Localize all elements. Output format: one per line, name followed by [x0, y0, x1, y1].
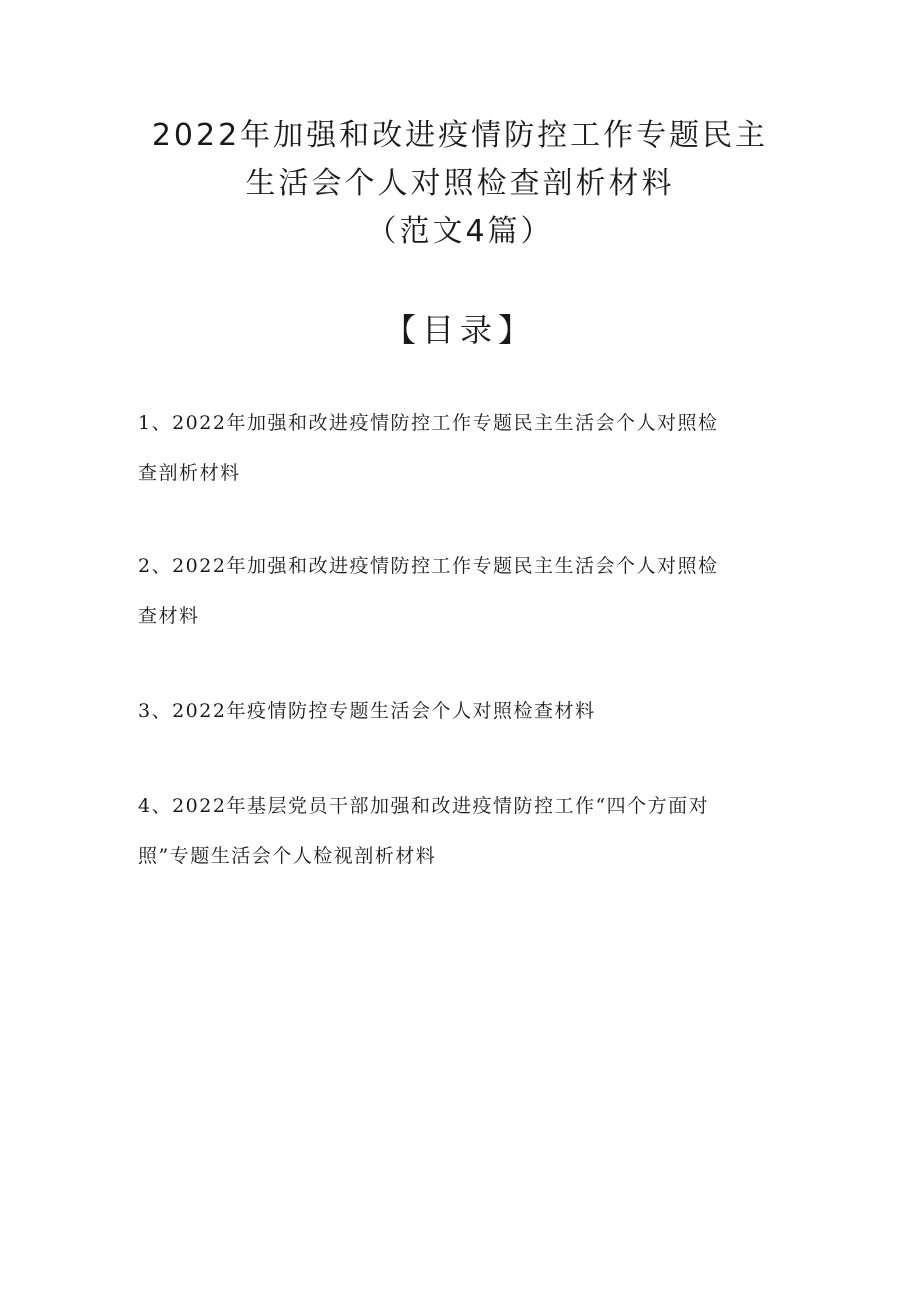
toc-item-line: 4、2022年基层党员干部加强和改进疫情防控工作“四个方面对: [138, 795, 710, 817]
toc-heading: 【目录】: [383, 311, 536, 349]
title-line: 2022年加强和改进疫情防控工作专题民主: [151, 118, 769, 153]
toc-item-line: 查材料: [138, 605, 200, 627]
toc-item-line: 1、2022年加强和改进疫情防控工作专题民主生活会个人对照检: [138, 412, 719, 434]
toc-item: [138, 781, 788, 881]
toc-item-line: 查剖析材料: [138, 462, 241, 484]
toc-item-line: 照”专题生活会个人检视剖析材料: [138, 845, 437, 867]
toc-item: [138, 541, 788, 641]
title-line: （范文4篇）: [366, 214, 554, 249]
toc-item-line: 2、2022年加强和改进疫情防控工作专题民主生活会个人对照检: [138, 555, 719, 577]
toc-item-line: 3、2022年疫情防控专题生活会个人对照检查材料: [138, 700, 596, 722]
toc-item: [138, 398, 788, 498]
title-line: 生活会个人对照检查剖析材料: [245, 166, 675, 201]
document-title: [100, 112, 820, 256]
toc-item: [138, 686, 788, 736]
